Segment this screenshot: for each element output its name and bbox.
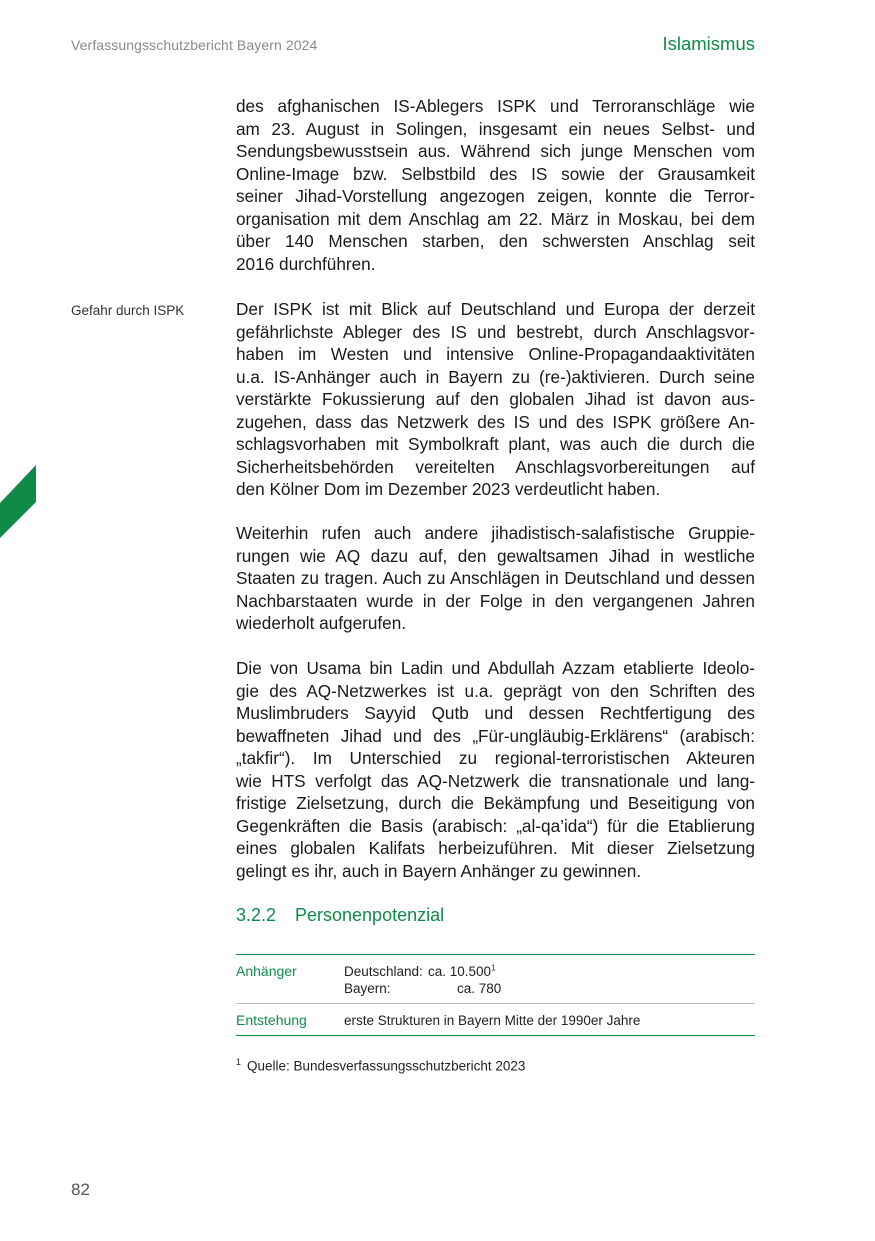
text-line: u.a. IS-Anhänger auch in Bayern zu (re-)aktivieren. Durch seine bbox=[236, 366, 755, 387]
section-heading bbox=[236, 905, 444, 926]
paragraph-1 bbox=[236, 95, 755, 275]
text-line: rungen wie AQ dazu auf, den gewaltsamen Jihad in westliche bbox=[236, 545, 755, 566]
text-line: Nachbarstaaten wurde in der Folge in den vergangenen Jahren bbox=[236, 590, 755, 611]
text-line: Muslimbruders Sayyid Qutb und dessen Rechtfertigung des bbox=[236, 703, 755, 723]
text-line: gelingt es ihr, auch in Bayern Anhänger zu gewinnen. bbox=[236, 860, 642, 881]
row-values-anhaenger bbox=[344, 963, 755, 997]
text-line: zugehen, dass das Netzwerk des IS und des ISPK größere An- bbox=[236, 411, 755, 432]
text-line: Die von Usama bin Ladin und Abdullah Azzam etablierte Ideolo- bbox=[236, 658, 755, 678]
entry-value: ca. 10.500$^1$ bbox=[428, 963, 496, 979]
entry-label: Deutschland: bbox=[344, 964, 423, 979]
footnote bbox=[236, 1057, 525, 1074]
text-line: Sendungsbewusstsein aus. Während sich junge Menschen vom bbox=[236, 141, 755, 161]
footnote-ref: 1 bbox=[491, 963, 496, 973]
text-line: 2016 durchführen. bbox=[236, 253, 376, 274]
text-line: Staaten zu tragen. Auch zu Anschlägen in Deutschland und dessen bbox=[236, 568, 755, 588]
text-line: über 140 Menschen starben, den schwersten Anschlag seit bbox=[236, 231, 755, 251]
paragraph-3 bbox=[236, 522, 755, 635]
text-line: haben im Westen und intensive Online-Propagandaaktivitäten bbox=[236, 344, 755, 364]
entry-bayern bbox=[344, 980, 755, 997]
text-line: seiner Jihad-Vorstellung angezogen zeigen, konnte die Terror- bbox=[236, 186, 755, 206]
text-line: organisation mit dem Anschlag am 22. März in Moskau, bei dem bbox=[236, 208, 755, 229]
text-line: Sicherheitsbehörden vereitelten Anschlagsvorbereitungen auf bbox=[236, 456, 755, 477]
text-line: bewaffneten Jihad und des „Für-ungläubig-Erklärens“ (arabisch: bbox=[236, 725, 755, 746]
text-line: wiederholt aufgerufen. bbox=[236, 613, 407, 633]
text-line: gefährlichste Ableger des IS und bestrebt, durch Anschlagsvor- bbox=[236, 321, 755, 342]
chapter-title: Islamismus bbox=[662, 33, 755, 54]
footnote-text: Quelle: Bundesverfassungsschutzbericht 2023 bbox=[247, 1058, 526, 1074]
text-line: „takfir“). Im Unterschied zu regional-terroristischen Akteuren bbox=[236, 748, 755, 768]
section-title: Personenpotenzial bbox=[295, 905, 445, 925]
table-row-entstehung bbox=[236, 1003, 755, 1035]
chapter-tab-shape bbox=[0, 465, 36, 538]
text-line: gie des AQ-Netzwerkes ist u.a. geprägt von den Schriften des bbox=[236, 680, 755, 701]
paragraph-4 bbox=[236, 657, 755, 882]
chapter-tab-marker bbox=[0, 465, 36, 538]
entry-label: Bayern: bbox=[344, 981, 391, 996]
text-line: verstärkte Fokussierung auf den globalen Jihad ist davon aus- bbox=[236, 389, 755, 409]
text-line: am 23. August in Solingen, insgesamt ein neues Selbst- und bbox=[236, 118, 755, 139]
page-number: 82 bbox=[71, 1180, 90, 1199]
row-key-anhaenger: Anhänger bbox=[236, 963, 297, 979]
personenpotenzial-table bbox=[236, 954, 755, 1036]
text-line: den Kölner Dom im Dezember 2023 verdeutlicht haben. bbox=[236, 479, 661, 499]
text-line: Weiterhin rufen auch andere jihadistisch-salafistische Gruppie- bbox=[236, 523, 755, 543]
paragraph-2 bbox=[236, 298, 755, 501]
text-line: Der ISPK ist mit Blick auf Deutschland und Europa der derzeit bbox=[236, 299, 755, 319]
text-line: eines globalen Kalifats herbeizuführen. Mit dieser Zielsetzung bbox=[236, 838, 755, 858]
publication-title: Verfassungsschutzbericht Bayern 2024 bbox=[71, 37, 318, 53]
text-line: schlagsvorhaben mit Symbolkraft plant, was auch die durch die bbox=[236, 434, 755, 454]
section-number: 3.2.2 bbox=[236, 905, 277, 925]
text-line: fristige Zielsetzung, durch die Bekämpfung und Beseitigung von bbox=[236, 793, 755, 813]
text-line: Online-Image bzw. Selbstbild des IS sowie der Grausamkeit bbox=[236, 163, 755, 184]
entry-deutschland bbox=[344, 963, 755, 980]
margin-note-ispk: Gefahr durch ISPK bbox=[71, 303, 185, 318]
footnote-mark: 1 bbox=[236, 1057, 242, 1067]
text-line: wie HTS verfolgt das AQ-Netzwerk die transnationale und lang- bbox=[236, 770, 755, 791]
row-key-entstehung: Entstehung bbox=[236, 1012, 307, 1028]
row-value-entstehung: erste Strukturen in Bayern Mitte der 1990er Jahre bbox=[344, 1013, 641, 1028]
text-line: Gegenkräften die Basis (arabisch: „al-qa’ida“) für die Etablierung bbox=[236, 815, 755, 836]
entry-value: ca. 780 bbox=[457, 981, 502, 996]
table-row-anhaenger bbox=[236, 955, 755, 1003]
text-line: des afghanischen IS-Ablegers ISPK und Terroranschläge wie bbox=[236, 96, 755, 116]
